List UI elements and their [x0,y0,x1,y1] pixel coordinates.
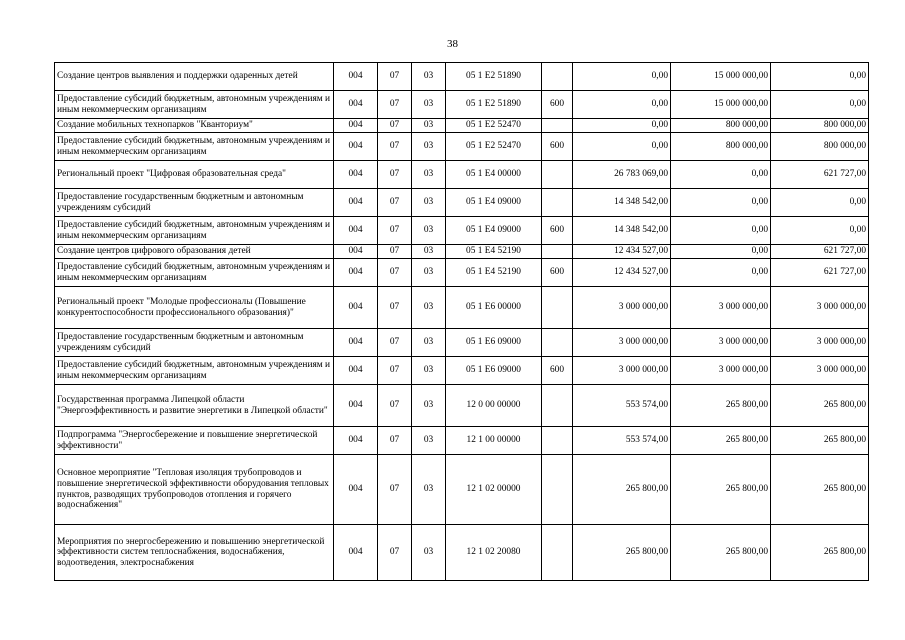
target-article-cell: 05 1 E2 52470 [446,133,542,161]
amount-year3-cell: 3 000 000,00 [771,357,869,385]
item-name-cell: Предоставление субсидий бюджетным, автономным учреждениям и иным некоммерческим организациям [55,91,334,119]
amount-year3-cell: 621 727,00 [771,245,869,259]
item-name-cell: Предоставление субсидий бюджетным, автономным учреждениям и иным некоммерческим организациям [55,133,334,161]
amount-year2-cell: 265 800,00 [671,455,771,525]
target-article-cell: 05 1 E6 00000 [446,287,542,329]
amount-year2-cell: 0,00 [671,259,771,287]
amount-year3-cell: 3 000 000,00 [771,287,869,329]
amount-year3-cell: 265 800,00 [771,525,869,581]
amount-year1-cell: 3 000 000,00 [573,329,671,357]
amount-year2-cell: 3 000 000,00 [671,357,771,385]
amount-year1-cell: 14 348 542,00 [573,189,671,217]
table-row [55,287,869,329]
item-name-cell: Предоставление государственным бюджетным и автономным учреждениям субсидий [55,189,334,217]
section-code-cell: 07 [378,63,412,91]
expense-type-cell: 600 [542,357,573,385]
table-row [55,455,869,525]
item-name-cell: Предоставление субсидий бюджетным, автономным учреждениям и иным некоммерческим организациям [55,259,334,287]
section-code-cell: 07 [378,357,412,385]
target-article-cell: 12 1 00 00000 [446,427,542,455]
expense-type-cell: 600 [542,259,573,287]
section-code-cell: 07 [378,119,412,133]
amount-year2-cell: 265 800,00 [671,525,771,581]
amount-year1-cell: 0,00 [573,91,671,119]
target-article-cell: 05 1 E2 51890 [446,91,542,119]
expense-type-cell [542,161,573,189]
amount-year3-cell: 3 000 000,00 [771,329,869,357]
amount-year3-cell: 0,00 [771,217,869,245]
amount-year2-cell: 0,00 [671,189,771,217]
amount-year1-cell: 3 000 000,00 [573,357,671,385]
amount-year1-cell: 12 434 527,00 [573,259,671,287]
subsection-code-cell: 03 [412,63,446,91]
amount-year2-cell: 15 000 000,00 [671,91,771,119]
table-row [55,161,869,189]
amount-year1-cell: 14 348 542,00 [573,217,671,245]
subsection-code-cell: 03 [412,189,446,217]
section-code-cell: 07 [378,427,412,455]
amount-year1-cell: 553 574,00 [573,427,671,455]
subsection-code-cell: 03 [412,455,446,525]
amount-year3-cell: 621 727,00 [771,161,869,189]
target-article-cell: 12 1 02 20080 [446,525,542,581]
expense-type-cell [542,525,573,581]
amount-year1-cell: 3 000 000,00 [573,287,671,329]
table-row [55,525,869,581]
table-row [55,189,869,217]
item-name-cell: Региональный проект "Цифровая образовательная среда" [55,161,334,189]
amount-year3-cell: 265 800,00 [771,427,869,455]
expense-type-cell: 600 [542,91,573,119]
target-article-cell: 05 1 E4 09000 [446,189,542,217]
expense-type-cell [542,189,573,217]
department-code-cell: 004 [334,161,378,189]
item-name-cell: Создание мобильных технопарков "Кванториум" [55,119,334,133]
expense-type-cell [542,329,573,357]
table-row [55,217,869,245]
expense-type-cell [542,245,573,259]
expense-type-cell [542,119,573,133]
subsection-code-cell: 03 [412,329,446,357]
target-article-cell: 12 0 00 00000 [446,385,542,427]
department-code-cell: 004 [334,91,378,119]
expense-type-cell [542,455,573,525]
amount-year3-cell: 800 000,00 [771,133,869,161]
item-name-cell: Мероприятия по энергосбережению и повышению энергетической эффективности систем теплоснабжения, водоснабжения, водоотведения, электроснабжения [55,525,334,581]
department-code-cell: 004 [334,287,378,329]
section-code-cell: 07 [378,385,412,427]
department-code-cell: 004 [334,427,378,455]
table-row [55,91,869,119]
department-code-cell: 004 [334,63,378,91]
target-article-cell: 05 1 E2 51890 [446,63,542,91]
subsection-code-cell: 03 [412,217,446,245]
amount-year1-cell: 12 434 527,00 [573,245,671,259]
subsection-code-cell: 03 [412,91,446,119]
page-number: 38 [447,38,458,50]
amount-year3-cell: 800 000,00 [771,119,869,133]
subsection-code-cell: 03 [412,161,446,189]
subsection-code-cell: 03 [412,427,446,455]
amount-year1-cell: 0,00 [573,119,671,133]
table-row [55,259,869,287]
department-code-cell: 004 [334,217,378,245]
target-article-cell: 05 1 E6 09000 [446,329,542,357]
section-code-cell: 07 [378,133,412,161]
amount-year2-cell: 15 000 000,00 [671,63,771,91]
department-code-cell: 004 [334,455,378,525]
item-name-cell: Предоставление государственным бюджетным и автономным учреждениям субсидий [55,329,334,357]
department-code-cell: 004 [334,259,378,287]
department-code-cell: 004 [334,525,378,581]
section-code-cell: 07 [378,217,412,245]
section-code-cell: 07 [378,161,412,189]
department-code-cell: 004 [334,189,378,217]
item-name-cell: Предоставление субсидий бюджетным, автономным учреждениям и иным некоммерческим организациям [55,357,334,385]
subsection-code-cell: 03 [412,259,446,287]
item-name-cell: Предоставление субсидий бюджетным, автономным учреждениям и иным некоммерческим организациям [55,217,334,245]
department-code-cell: 004 [334,357,378,385]
table-row [55,357,869,385]
section-code-cell: 07 [378,189,412,217]
amount-year1-cell: 0,00 [573,63,671,91]
amount-year1-cell: 265 800,00 [573,455,671,525]
expense-type-cell [542,287,573,329]
amount-year2-cell: 265 800,00 [671,385,771,427]
department-code-cell: 004 [334,245,378,259]
amount-year3-cell: 0,00 [771,189,869,217]
amount-year3-cell: 0,00 [771,91,869,119]
amount-year2-cell: 3 000 000,00 [671,329,771,357]
table-row [55,385,869,427]
expense-type-cell: 600 [542,217,573,245]
department-code-cell: 004 [334,119,378,133]
budget-table [54,62,869,581]
amount-year2-cell: 0,00 [671,245,771,259]
target-article-cell: 05 1 E4 09000 [446,217,542,245]
table-row [55,245,869,259]
target-article-cell: 05 1 E4 52190 [446,259,542,287]
subsection-code-cell: 03 [412,287,446,329]
amount-year1-cell: 0,00 [573,133,671,161]
amount-year2-cell: 265 800,00 [671,427,771,455]
item-name-cell: Подпрограмма "Энергосбережение и повышение энергетической эффективности" [55,427,334,455]
amount-year2-cell: 0,00 [671,217,771,245]
expense-type-cell: 600 [542,133,573,161]
amount-year2-cell: 3 000 000,00 [671,287,771,329]
table-row [55,329,869,357]
section-code-cell: 07 [378,329,412,357]
section-code-cell: 07 [378,525,412,581]
item-name-cell: Создание центров выявления и поддержки одаренных детей [55,63,334,91]
section-code-cell: 07 [378,259,412,287]
amount-year3-cell: 265 800,00 [771,385,869,427]
table-row [55,119,869,133]
item-name-cell: Создание центров цифрового образования детей [55,245,334,259]
department-code-cell: 004 [334,329,378,357]
subsection-code-cell: 03 [412,525,446,581]
amount-year3-cell: 621 727,00 [771,259,869,287]
expense-type-cell [542,63,573,91]
section-code-cell: 07 [378,455,412,525]
target-article-cell: 05 1 E4 00000 [446,161,542,189]
expense-type-cell [542,385,573,427]
amount-year2-cell: 0,00 [671,161,771,189]
amount-year3-cell: 265 800,00 [771,455,869,525]
item-name-cell: Региональный проект "Молодые профессионалы (Повышение конкурентоспособности профессионального образования)" [55,287,334,329]
target-article-cell: 05 1 E4 52190 [446,245,542,259]
amount-year1-cell: 26 783 069,00 [573,161,671,189]
table-row [55,133,869,161]
amount-year2-cell: 800 000,00 [671,133,771,161]
department-code-cell: 004 [334,385,378,427]
subsection-code-cell: 03 [412,133,446,161]
target-article-cell: 05 1 E2 52470 [446,119,542,133]
amount-year2-cell: 800 000,00 [671,119,771,133]
section-code-cell: 07 [378,91,412,119]
amount-year1-cell: 265 800,00 [573,525,671,581]
subsection-code-cell: 03 [412,245,446,259]
item-name-cell: Основное мероприятие "Тепловая изоляция трубопроводов и повышение энергетической эффективности оборудования тепловых пунктов, разводящих трубопроводов отопления и горячего водоснабжения" [55,455,334,525]
subsection-code-cell: 03 [412,385,446,427]
item-name-cell: Государственная программа Липецкой области "Энергоэффективность и развитие энергетики в Липецкой области" [55,385,334,427]
expense-type-cell [542,427,573,455]
amount-year1-cell: 553 574,00 [573,385,671,427]
subsection-code-cell: 03 [412,357,446,385]
section-code-cell: 07 [378,245,412,259]
section-code-cell: 07 [378,287,412,329]
target-article-cell: 12 1 02 00000 [446,455,542,525]
department-code-cell: 004 [334,133,378,161]
target-article-cell: 05 1 E6 09000 [446,357,542,385]
table-row [55,427,869,455]
amount-year3-cell: 0,00 [771,63,869,91]
table-row [55,63,869,91]
subsection-code-cell: 03 [412,119,446,133]
